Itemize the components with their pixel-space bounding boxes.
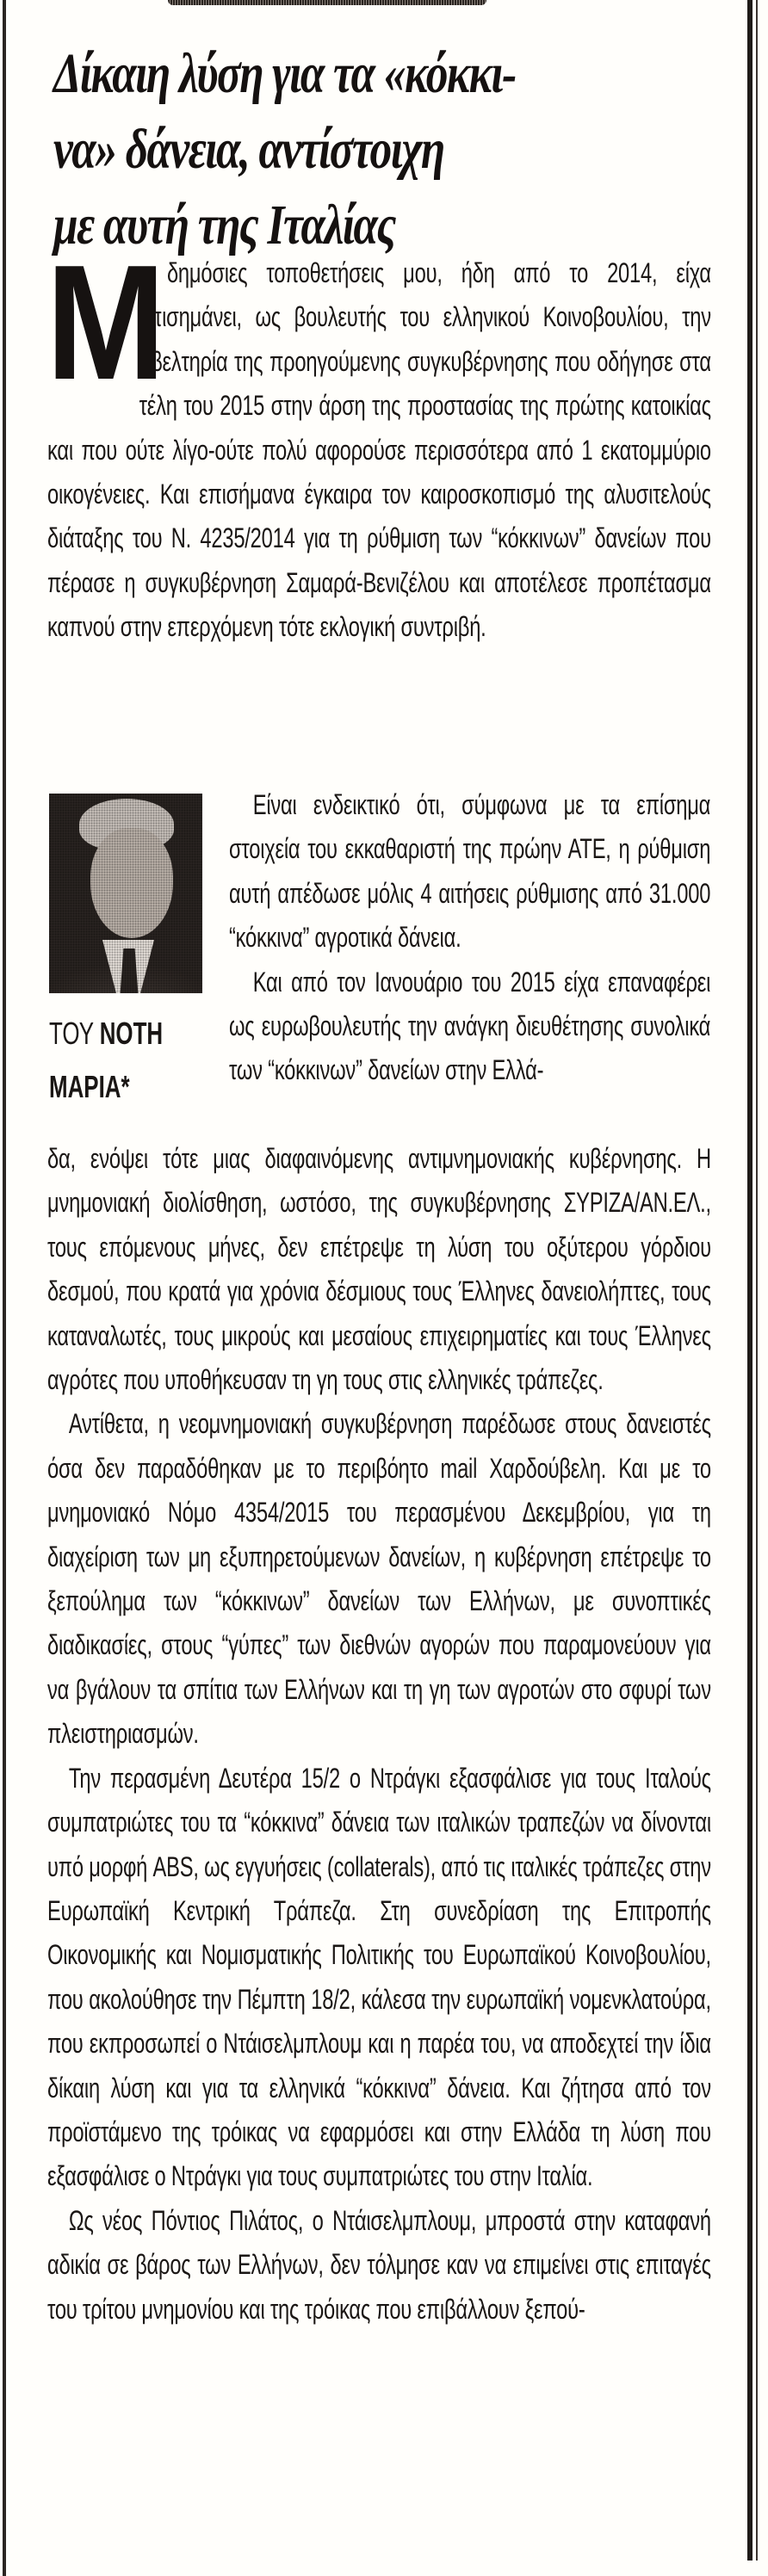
paragraph-4: Αντίθετα, η νεομνημονιακή συγκυβέρνηση παρέδωσε στους δανειστές όσα δεν παραδόθηκαν με το περιβόητο mail Χαρδούβελη. Και με το μνημονιακό Νόμο 4354/2015 του περασμένου Δεκεμβρίου, για τη διαχείριση των μη εξυπηρετούμενων δανείων, η κυβέρνηση επέτρεψε το ξεπούλημα των “κόκκινων” δανείων των Ελλήνων, με συνοπτικές διαδικασίες, στους “γύπες” των διεθνών αγορών που παραμονεύουν για να βγάλουν τα σπίτια των Ελλήνων και τη γη των αγροτών στο σφυρί των πλειστηριασμών. [47, 1408, 711, 1750]
byline [49, 1007, 173, 1114]
paragraph-6: Ως νέος Πόντιος Πιλάτος, ο Ντάισελμπλουμ, μπροστά στην καταφανή αδικία σε βάρος των Ελλήνων, δεν τόλμησε καν να επιμείνει στις επιταγές του τρίτου μνημονίου και της τρόικας που επιβάλλουν ξεπού- [47, 2204, 711, 2325]
left-border-rule [3, 0, 6, 2576]
article-headline [53, 36, 711, 263]
author-name-last: ΜΑΡΙΑ* [49, 1069, 130, 1104]
headline-line-3: με αυτή της Ιταλίας [53, 194, 395, 256]
right-border-rule [747, 0, 753, 2561]
article-body-narrow [229, 783, 711, 1093]
paragraph-2: Είναι ενδεικτικό ότι, σύμφωνα με τα επίσημα στοιχεία του εκκαθαριστή της πρώην ΑΤΕ, η ρύθμιση αυτή απέδωσε μόλις 4 αιτήσεις ρύθμισης από 31.000 “κόκκινα” αγροτικά δάνεια. [229, 789, 711, 954]
author-portrait-image [49, 794, 202, 993]
paragraph-3-cont: δα, ενόψει τότε μιας διαφαινόμενης αντιμνημονιακής κυβέρνησης. Η μνημονιακή διολίσθηση, ωστόσο, της συγκυβέρνησης ΣΥΡΙΖΑ/ΑΝ.ΕΛ., τους επόμενους μήνες, δεν επέτρεψε τη λύση του οξύτερου γόρδιου δεσμού, που κρατά για χρόνια δέσμιους τους Έλληνες δανειολήπτες, τους καταναλωτές, τους μικρούς και μεσαίους επιχειρηματίες και τους Έλληνες αγρότες που υποθήκευσαν τη γη τους στις ελληνικές τράπεζες. [47, 1143, 711, 1396]
byline-prefix: ΤΟΥ [49, 1016, 100, 1051]
headline-line-2: να» δάνεια, αντίστοιχη [53, 118, 444, 181]
article-body-main [47, 1137, 710, 2332]
right-border-rule-thin [756, 0, 758, 2561]
author-photo [49, 794, 202, 995]
article-body-intro [46, 232, 711, 650]
drop-cap: Μ [46, 232, 165, 414]
paragraph-1-text: ε δημόσιες τοποθετήσεις μου, ήδη από το 2014, είχα επισημάνει, ως βουλευτής του ελληνικού Κοινοβουλίου, την αβελτηρία της προηγούμενης συγκυβέρνησης που οδήγησε στα τέλη του 2015 στην άρση της προστασίας της πρώτης κατοικίας και που ούτε λίγο-ούτε πολύ αφορούσε περισσότερα από 1 εκατομμύριο οικογένειες. Και επισήμανα έγκαιρα τον καιροσκοπισμό της αλυσιτελούς διάταξης του Ν. 4235/2014 για τη ρύθμιση των “κόκκινων” δανείων που πέρασε η συγκυβέρνηση Σαμαρά-Βενιζέλου και αποτέλεσε προπέτασμα καπνού στην επερχόμενη τότε εκλογική συντριβή. [47, 257, 711, 643]
paragraph-3-start: Και από τον Ιανουάριο του 2015 είχα επαναφέρει ως ευρωβουλευτής την ανάγκη διευθέτησης συνολικά των “κόκκινων” δανείων στην Ελλά- [229, 966, 711, 1086]
top-section-tab [168, 0, 486, 5]
paragraph-5: Την περασμένη Δευτέρα 15/2 ο Ντράγκι εξασφάλισε για τους Ιταλούς συμπατριώτες του τα “κόκκινα” δάνεια των ιταλικών τραπεζών να δίνονται υπό μορφή ABS, ως εγγυήσεις (collaterals), από τις ιταλικές τράπεζες στην Ευρωπαϊκή Κεντρική Τράπεζα. Στη συνεδρίαση της Επιτροπής Οικονομικής και Νομισματικής Πολιτικής του Ευρωπαϊκού Κοινοβουλίου, που ακολούθησε την Πέμπτη 18/2, κάλεσα την ευρωπαϊκή νομενκλατούρα, που εκπροσωπεί ο Ντάισελμπλουμ και η παρέα του, να αποδεχτεί την ίδια δίκαιη λύση και για τα ελληνικά “κόκκινα” δάνεια. Και ζήτησα από τον προϊστάμενο της τρόικας να εφαρμόσει και στην Ελλάδα τη λύση που εξασφάλισε ο Ντράγκι για τους συμπατριώτες του στην Ιταλία. [47, 1762, 711, 2192]
paragraph-1 [46, 232, 711, 650]
headline-line-1: Δίκαιη λύση για τα «κόκκι- [53, 42, 516, 105]
author-name-first: ΝΟΤΗ [99, 1016, 164, 1051]
